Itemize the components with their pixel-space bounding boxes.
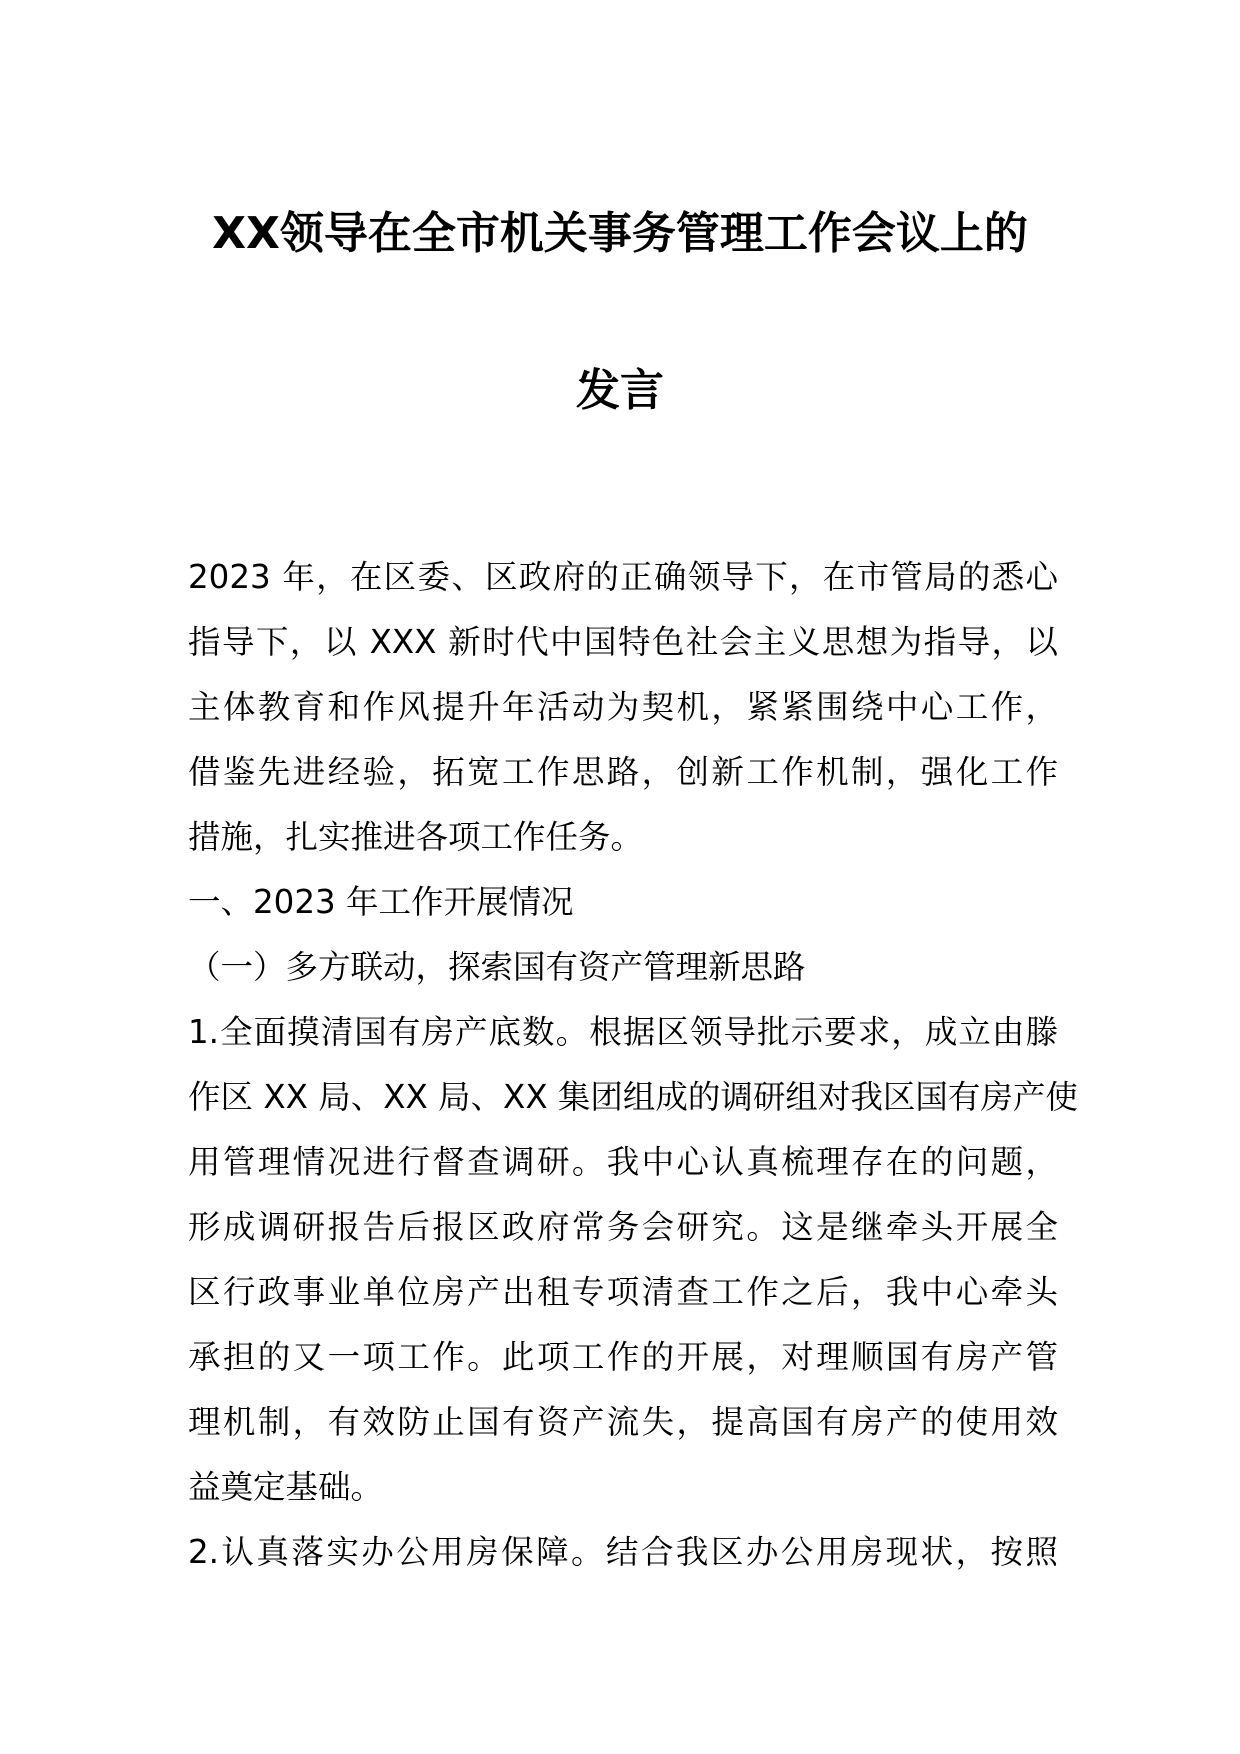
body-line: 用管理情况进行督查调研。我中心认真梳理存在的问题， (188, 1143, 1058, 1181)
body-line: 作区 XX 局、XX 局、XX 集团组成的调研组对我区国有房产使 (188, 1078, 1078, 1116)
document-title-line-2: 发言 (576, 365, 664, 416)
body-line: 理机制，有效防止国有资产流失，提高国有房产的使用效 (188, 1403, 1058, 1441)
body-line: 1.全面摸清国有房产底数。根据区领导批示要求，成立由滕 (188, 1013, 1058, 1051)
document-title-line-1: XX领导在全市机关事务管理工作会议上的 (212, 208, 1028, 259)
body-line: 形成调研报告后报区政府常务会研究。这是继牵头开展全 (188, 1208, 1058, 1246)
section-heading: 一、2023 年工作开展情况 (188, 883, 574, 921)
body-line: 益奠定基础。 (188, 1468, 384, 1506)
body-line: 措施，扎实推进各项工作任务。 (188, 818, 644, 856)
body-line: 承担的又一项工作。此项工作的开展，对理顺国有房产管 (188, 1338, 1058, 1376)
body-line: 区行政事业单位房产出租专项清查工作之后，我中心牵头 (188, 1273, 1058, 1311)
body-line: 主体教育和作风提升年活动为契机，紧紧围绕中心工作， (188, 688, 1058, 726)
body-line: 2.认真落实办公用房保障。结合我区办公用房现状，按照 (188, 1533, 1058, 1571)
document-body (188, 545, 1078, 1585)
body-line: 借鉴先进经验，拓宽工作思路，创新工作机制，强化工作 (188, 753, 1058, 791)
subsection-heading: （一）多方联动，探索国有资产管理新思路 (188, 948, 806, 986)
body-line: 2023 年，在区委、区政府的正确领导下，在市管局的悉心 (188, 558, 1058, 596)
body-line: 指导下，以 XXX 新时代中国特色社会主义思想为指导，以 (188, 623, 1058, 661)
